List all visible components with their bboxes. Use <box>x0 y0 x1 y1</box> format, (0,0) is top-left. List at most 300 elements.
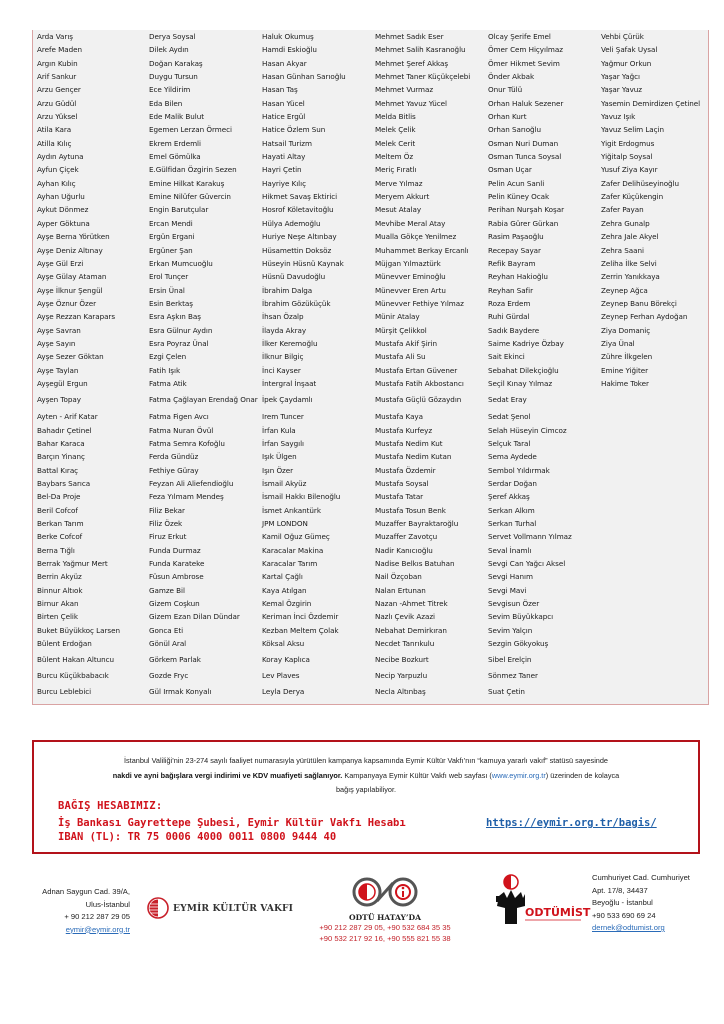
donor-name: Hasan Yücel <box>262 98 305 108</box>
donor-name: Burcu Küçükbabacık <box>37 671 109 681</box>
donor-name: Gamze Bil <box>149 585 185 595</box>
donor-name: Arzu Gençer <box>37 85 81 95</box>
donor-name: Derya Soysal <box>149 32 196 41</box>
donor-name: Ayhan Uğurlu <box>37 192 85 202</box>
donor-name: Saime Kadriye Özbay <box>488 338 564 348</box>
donor-name: Rasim Paşaoğlu <box>488 232 544 242</box>
donor-name: Mustafa Kurfeyz <box>375 425 433 435</box>
donor-name: Yaşar Yağcı <box>601 72 640 82</box>
donor-name: Yavuz Işık <box>601 112 636 122</box>
donor-name: Dilek Aydın <box>149 45 189 55</box>
donor-name: Arefe Maden <box>37 45 82 55</box>
odtumist-address-2: Apt. 17/8, 34437 <box>592 885 648 895</box>
donor-name: Binnur Altıok <box>37 585 83 595</box>
donor-name: Ziya Ünal <box>601 338 635 348</box>
donor-name: Emine Yiğiter <box>601 365 649 375</box>
donor-name: Nadise Belkıs Batuhan <box>375 559 455 569</box>
donation-bank-name: İş Bankası Gayrettepe Şubesi, Eymir Kültür Vakfı Hesabı <box>58 817 406 829</box>
donor-name: Mustafa Özdemir <box>375 465 436 475</box>
donor-name: Mustafa Ali Su <box>375 352 426 362</box>
donor-name: Nebahat Demirkıran <box>375 625 447 635</box>
donor-name: Fethiye Güray <box>149 465 199 475</box>
donor-name: Ruhi Gürdal <box>488 312 530 322</box>
donor-name: Serkan Alkım <box>488 505 535 515</box>
donor-name: Ömer Cem Hiçyılmaz <box>488 45 563 55</box>
donor-name: Hatice Özlem Sun <box>262 125 326 135</box>
donor-name: Argın Kubin <box>37 58 78 68</box>
info-line-3: bağış yapılabiliyor. <box>335 785 397 794</box>
donor-name: Olcay Şerife Emel <box>488 32 551 41</box>
donor-name: Muzaffer Zavotçu <box>375 532 438 542</box>
donor-name: Melda Bitlis <box>375 112 416 122</box>
donor-name: Barçın Yinanç <box>37 452 85 462</box>
donor-column <box>145 30 258 701</box>
donor-name: Zeynep Ağca <box>601 285 648 295</box>
donor-column <box>597 30 710 701</box>
donor-name: İsmail Akyüz <box>262 479 307 488</box>
donor-name: Gönül Aral <box>149 639 187 649</box>
donor-name: İsmet Arıkantürk <box>262 505 321 515</box>
donor-name: Ergün Ergani <box>149 232 195 242</box>
donor-name: Battal Kıraç <box>37 465 79 475</box>
donor-name: Ayşe Berna Yörütken <box>37 232 110 242</box>
donor-name: Yusuf Ziya Kayır <box>601 165 658 175</box>
donor-name: Hasan Taş <box>262 85 298 95</box>
donor-name: Rabia Gürer Gürkan <box>488 218 559 228</box>
donor-name: Berke Cofcof <box>37 532 83 542</box>
donor-name: Atila Kara <box>37 125 72 135</box>
donor-name: Zehra Gunalp <box>601 218 650 228</box>
donor-name: Irem Tuncer <box>262 412 304 422</box>
donor-name: İlknur Bilgiç <box>262 352 304 362</box>
eymir-address-1: Adnan Saygun Cad. 39/A, <box>42 887 130 896</box>
donor-column <box>484 30 597 701</box>
donor-name: Mehmet Sadık Eser <box>375 32 444 41</box>
donor-name: Zeynep Ferhan Aydoğan <box>601 312 688 322</box>
eymir-address-2: Ulus-İstanbul <box>85 899 130 909</box>
donor-names-grid <box>33 30 710 701</box>
donor-name: Bülent Hakan Altuncu <box>37 655 115 665</box>
donor-name: Aykut Dönmez <box>37 205 89 215</box>
eymir-website-link[interactable]: www.eymir.org.tr <box>491 770 546 780</box>
donor-name: Beril Cofcof <box>37 505 78 515</box>
donor-name: Berkan Tarım <box>37 519 84 529</box>
donor-name: Mustafa Soysal <box>375 479 429 488</box>
donor-name: Bahadır Çetinel <box>37 425 92 435</box>
donor-name: Selçuk Taral <box>488 438 531 448</box>
donor-name: Karacalar Makina <box>262 545 324 555</box>
donor-name: Osman Uçar <box>488 165 532 175</box>
donor-name: Serdar Doğan <box>488 479 537 488</box>
donor-name: Bülent Erdoğan <box>37 639 92 649</box>
odtumist-email-link[interactable]: dernek@odtumist.org <box>592 923 665 932</box>
donor-name: Ferda Gündüz <box>149 452 199 462</box>
odtu-hatay-phones-2: +90 532 217 92 16, +90 555 821 55 38 <box>319 934 451 943</box>
donor-name: Osman Nuri Duman <box>488 138 559 148</box>
donor-name: Kaya Atılgan <box>262 585 307 595</box>
eymir-phone: + 90 212 287 29 05 <box>64 912 130 921</box>
donor-name: Orhan Kurt <box>488 112 527 122</box>
donor-name: Işık Ülgen <box>262 452 297 462</box>
donor-name: Gozde Fryc <box>149 671 189 681</box>
donor-column <box>371 30 484 701</box>
donor-name: Gonca Eti <box>149 625 184 635</box>
donor-name: Refik Bayram <box>488 258 536 268</box>
donor-name: İrfan Saygılı <box>262 438 304 448</box>
donor-name: Berna Tığlı <box>37 545 75 555</box>
donor-name: Feyzan Ali Aliefendioğlu <box>149 479 234 488</box>
donor-name: Hamdi Eskioğlu <box>262 45 317 55</box>
donor-name: Mustafa Kaya <box>375 412 423 422</box>
donor-name: Selah Hüseyin Cimcoz <box>488 425 567 435</box>
donor-name: Mustafa Nedim Kutan <box>375 452 452 462</box>
donor-name: Haluk Okumuş <box>262 32 314 41</box>
donor-name: Perihan Nurşah Koşar <box>488 205 564 215</box>
donor-name: Ayşe Rezzan Karapars <box>37 312 116 322</box>
donor-name: Mehmet Salih Kasranoğlu <box>375 45 466 55</box>
donor-name: Sevgi Hanım <box>488 572 533 582</box>
eymir-email-link[interactable]: eymir@eymir.org.tr <box>65 924 130 934</box>
donor-name: Eda Bilen <box>149 98 183 108</box>
donor-name: Meryem Akkurt <box>375 192 430 202</box>
donor-name: Ziya Domaniç <box>601 325 651 335</box>
donor-name: Keriman İnci Özdemir <box>262 612 339 622</box>
donor-name: Sevim Büyükkapcı <box>488 612 554 622</box>
donor-name: Kartal Çağlı <box>262 572 303 582</box>
donor-name: Hatsail Turizm <box>262 138 312 148</box>
donor-name: Yağmur Orkun <box>601 58 652 68</box>
donor-name: Ayşen Topay <box>37 395 81 405</box>
donor-name: Meltem Öz <box>375 152 414 162</box>
donor-name: Zeliha İlke Selvi <box>601 258 657 268</box>
donor-name: Erkan Mumcuoğlu <box>149 258 213 268</box>
donor-name: Gizem Coşkun <box>149 599 200 609</box>
donor-name: Erol Tunçer <box>149 272 189 282</box>
donor-name: Ayşe Öznur Özer <box>37 298 96 308</box>
donor-name: Nail Özçoban <box>375 572 422 582</box>
donor-name: Münevver Eminoğlu <box>375 272 446 282</box>
donor-name: Yasemin Demirdizen Çetinel <box>601 98 701 108</box>
donor-name: Münir Atalay <box>375 312 420 322</box>
donor-name: Suat Çetin <box>488 687 525 697</box>
donor-name: Pelin Küney Ocak <box>488 192 550 202</box>
donor-name: Mustafa Güçlü Gözaydın <box>375 395 462 405</box>
donor-name: Ece Yildirim <box>149 85 191 95</box>
donor-name: Münevver Fethiye Yılmaz <box>375 298 464 308</box>
donor-name: Necip Yarpuzlu <box>375 671 428 681</box>
donor-name: Fatma Çağlayan Erendağ Onar <box>149 395 258 405</box>
donor-name: Arzu Yüksel <box>37 112 78 122</box>
donor-name: Mustafa Tatar <box>375 492 424 502</box>
info-line-2 <box>40 769 692 784</box>
odtumist-phone: +90 533 690 69 24 <box>592 910 656 920</box>
donor-name: Necla Altınbaş <box>375 687 426 697</box>
donor-name: Ayşe Sezer Göktan <box>37 352 104 362</box>
donor-name: Melek Çelik <box>375 125 416 135</box>
donor-name: İntergral İnşaat <box>262 378 317 388</box>
donor-name: Ersin Ünal <box>149 285 185 295</box>
donor-name: Münevver Eren Artu <box>375 285 446 295</box>
donor-name: Pelin Acun Sanli <box>488 178 545 188</box>
donor-name: Reyhan Hakioğlu <box>488 272 548 282</box>
donor-name: Muzaffer Bayraktaroğlu <box>375 519 459 529</box>
odtumist-contact <box>592 872 690 935</box>
donor-name: Mustafa Fatih Akbostancı <box>375 378 464 388</box>
donor-name: Reyhan Safir <box>488 285 533 295</box>
donor-name: Nalan Ertunan <box>375 585 426 595</box>
donor-name: Esra Gülnur Aydın <box>149 325 213 335</box>
donor-name: Görkem Parlak <box>149 655 201 665</box>
donor-name: JPM LONDON <box>262 519 308 529</box>
donor-name: Engin Barutçular <box>149 205 209 215</box>
donor-name: Hakime Toker <box>601 378 649 388</box>
donor-name: Hatice Ergül <box>262 112 306 122</box>
donor-name: Baybars Sarıca <box>37 479 91 488</box>
donor-name: Berrin Akyüz <box>37 572 82 582</box>
donor-name: Nadir Kanıcıoğlu <box>375 545 433 555</box>
donor-name: Orhan Haluk Sezener <box>488 98 564 108</box>
donor-name: Zafer Küçükengin <box>601 192 664 202</box>
donor-name: Ayfun Çiçek <box>37 165 79 175</box>
donor-name: Mürşit Çelikkol <box>375 325 427 335</box>
donor-name: Burcu Leblebici <box>37 687 92 697</box>
donor-name: Meriç Fıratlı <box>375 165 417 175</box>
donor-name: Muhammet Berkay Ercanlı <box>375 245 469 255</box>
donor-name: Funda Karateke <box>149 559 205 569</box>
donor-name: Mualla Gökçe Yenilmez <box>375 232 457 242</box>
donor-name: Gül Irmak Konyalı <box>149 687 212 697</box>
donor-column <box>258 30 371 701</box>
donor-name: Önder Akbak <box>488 72 535 82</box>
donor-name: Birnur Akan <box>37 599 79 609</box>
odtumist-logo-text: ODTÜMİST <box>525 906 591 919</box>
donor-name: Sevgi Mavi <box>488 585 527 595</box>
donation-iban: IBAN (TL): TR 75 0006 4000 0011 0800 9444 40 <box>58 831 337 843</box>
donor-name: Zafer Delihüseyinoğlu <box>601 178 680 188</box>
donor-name: Sevgi Can Yağcı Aksel <box>488 559 566 569</box>
donor-name: Ömer Hikmet Sevim <box>488 58 560 68</box>
donor-name: Ayşe Sayın <box>37 338 76 348</box>
donor-name: Aydın Aytuna <box>37 152 84 162</box>
donor-name: Filiz Bekar <box>149 505 185 515</box>
donor-name: Sebahat Dilekçioğlu <box>488 365 559 375</box>
donor-name: Ayper Göktuna <box>37 218 90 228</box>
donor-name: Birten Çelik <box>37 612 78 622</box>
donor-name: Egemen Lerzan Örmeci <box>149 125 232 135</box>
tax-info-box <box>32 740 700 854</box>
donor-name: Huriye Neşe Altınbay <box>262 232 337 242</box>
donor-name: Müjgan Yılmaztürk <box>375 258 441 268</box>
donor-name: Mevhibe Meral Atay <box>375 218 446 228</box>
donor-name: Mustafa Akif Şirin <box>375 338 438 348</box>
donor-name: Mehmet Taner Küçükçelebi <box>375 72 471 82</box>
donor-name: Ayşe Savran <box>37 325 81 335</box>
donor-name: Mesut Atalay <box>375 205 422 215</box>
donor-name: Ekrem Erdemli <box>149 138 201 148</box>
donor-name: Zeynep Banu Börekçi <box>601 298 677 308</box>
info-line-1: İstanbul Valiliği’nin 23-274 sayılı faaliyet numarasıyla yürütülen kampanya kapsamında Eymir Kültür Vakfı’nın “kamuya yararlı vakıf” statüsü sayesinde <box>124 756 608 765</box>
donor-name: Sedat Şenol <box>488 412 531 422</box>
donor-name: Berrak Yağmur Mert <box>37 559 108 569</box>
donor-name: Mustafa Nedim Kut <box>375 438 443 448</box>
donor-name: Esin Berktaş <box>149 298 193 308</box>
donor-name: Hasan Günhan Sarıoğlu <box>262 72 346 82</box>
donor-name: Melek Cerit <box>375 138 416 148</box>
donor-name: Mehmet Yavuz Yücel <box>375 98 447 108</box>
donor-name: Fatih Işık <box>149 365 181 375</box>
donor-name: Gizem Ezan Dilan Dündar <box>149 612 240 622</box>
donor-name: İrfan Kula <box>262 425 296 435</box>
donor-name: Ercan Mendi <box>149 218 193 228</box>
donor-name: Veli Şafak Uysal <box>601 45 658 55</box>
donor-name: Zerrin Yanıkkaya <box>601 272 660 282</box>
donor-name: Arda Varış <box>37 32 73 41</box>
donor-name: Servet Vollmann Yılmaz <box>488 532 572 542</box>
donor-name: Hasan Akyar <box>262 58 307 68</box>
donor-name: Sevgisun Özer <box>488 599 540 609</box>
donor-name: İbrahim Gözüküçük <box>262 298 331 308</box>
donor-name: E.Gülfidan Özgirin Sezen <box>149 165 237 175</box>
donor-name: Koray Kaplıca <box>262 655 310 665</box>
donor-name: Yigit Erdogmus <box>601 138 655 148</box>
donor-name: Sevim Yalçın <box>488 625 533 635</box>
donor-name: Hayri Çetin <box>262 165 302 175</box>
donor-name: Emine Nilüfer Güvercin <box>149 192 231 202</box>
donor-name: Zafer Payan <box>601 205 644 215</box>
donor-name: Sezgin Gökyokuş <box>488 639 549 649</box>
donor-name: Necdet Tanrıkulu <box>375 639 435 649</box>
donor-name: Firuz Erkut <box>149 532 187 542</box>
donor-name: Hülya Ademoğlu <box>262 218 321 228</box>
donor-name: Sema Aydede <box>488 452 537 462</box>
donor-name: Osman Tunca Soysal <box>488 152 562 162</box>
donor-name: Atilla Kılıç <box>37 138 72 148</box>
donor-name: Onur Tülü <box>488 85 523 95</box>
donor-name: Ezgi Çelen <box>149 352 187 362</box>
info-bold-statement: nakdi ve ayni bağışlara vergi indirimi ve KDV muafiyeti sağlanıyor. <box>112 770 343 780</box>
donor-name: Hikmet Savaş Ektirici <box>262 192 338 202</box>
donor-name: Hüseyin Hüsnü Kaynak <box>262 258 344 268</box>
donor-name: Seçil Kınay Yılmaz <box>488 378 553 388</box>
donor-name: Lev Plaves <box>262 671 300 681</box>
donor-name: Funda Durmaz <box>149 545 201 555</box>
donor-name: Hayriye Kılıç <box>262 178 306 188</box>
donor-name: Hüsamettin Doksöz <box>262 245 332 255</box>
donor-name: Recepay Sayar <box>488 245 541 255</box>
donor-name: Arif Sankur <box>37 72 77 82</box>
donor-name: Esra Aşkın Baş <box>149 312 201 322</box>
donor-name: İlker Keremoğlu <box>262 338 318 348</box>
donor-name: Nazan -Ahmet Titrek <box>375 599 448 609</box>
donor-name: Ayhan Kılıç <box>37 178 76 188</box>
donor-name: Sönmez Taner <box>488 671 538 681</box>
donor-name: Yavuz Selim Laçin <box>601 125 664 135</box>
donor-name: İbrahim Dalga <box>262 285 313 295</box>
donor-name: Duygu Tursun <box>149 72 198 82</box>
donor-name: İpek Çaydamlı <box>262 395 313 405</box>
tax-info-text <box>40 754 692 798</box>
donor-name: Mehmet Vurmaz <box>375 85 434 95</box>
info-line-2-post: ) üzerinden de kolayca <box>545 770 620 780</box>
donation-url-link[interactable]: https://eymir.org.tr/bagis/ <box>486 817 657 829</box>
eymir-logo-icon <box>147 897 169 919</box>
donor-name: Zehra Jale Akyel <box>601 232 659 242</box>
donor-name: İhsan Özalp <box>262 312 304 322</box>
donor-name: Ayşe Taylan <box>37 365 79 375</box>
donor-name: Vehbi Çürük <box>601 32 644 41</box>
donor-name: İlayda Akray <box>262 325 307 335</box>
donor-name: Orhan Sarıoğlu <box>488 125 542 135</box>
donor-name: Buket Büyükkoç Larsen <box>37 625 120 635</box>
donor-name: Esra Poyraz Ünal <box>149 338 209 348</box>
donor-name: Zühre İlkgelen <box>601 352 653 362</box>
donor-name: Ede Malik Bulut <box>149 112 204 122</box>
donor-names-panel <box>32 30 709 705</box>
odtu-hatay-logo-icon <box>350 876 420 908</box>
donor-name: Ayşe Gülay Ataman <box>37 272 107 282</box>
donor-name: Ayşe Gül Erzi <box>37 258 84 268</box>
donor-name: Yiğitalp Soysal <box>601 152 653 162</box>
odtu-hatay-block <box>300 876 470 944</box>
donor-name: Şeref Akkaş <box>488 492 530 502</box>
donor-name: Hosrof Köletavitoğlu <box>262 205 334 215</box>
odtumist-address-1: Cumhuriyet Cad. Cumhuriyet <box>592 873 690 882</box>
donor-name: Roza Erdem <box>488 298 531 308</box>
donor-name: Köksal Aksu <box>262 639 305 649</box>
donor-name: Emine Hilkat Karakuş <box>149 178 225 188</box>
donor-name: Ayşe Deniz Altınay <box>37 245 103 255</box>
donor-name: Fatma Nuran Övül <box>149 425 214 435</box>
info-line-2-pre: Kampanyaya Eymir Kültür Vakfı web sayfası ( <box>342 770 492 780</box>
donor-name: Arzu Güdül <box>37 98 77 108</box>
eymir-logo <box>147 897 293 919</box>
donor-name: Hüsnü Davudoğlu <box>262 272 326 282</box>
donor-name: Füsun Ambrose <box>149 572 204 582</box>
donor-name: Bel-Da Proje <box>37 492 81 502</box>
donor-name: Fatma Figen Avcı <box>149 412 209 422</box>
donor-name: Kemal Özgirin <box>262 599 312 609</box>
donor-name: Emel Gömülka <box>149 152 201 162</box>
donor-name: Fatma Atik <box>149 378 187 388</box>
donor-name: Sedat Eray <box>488 395 527 405</box>
donor-name: Mustafa Tosun Benk <box>375 505 446 515</box>
donor-name: İnci Kayser <box>262 365 301 375</box>
odtu-hatay-logo-text: ODTÜ HATAY’DA <box>348 913 422 922</box>
odtumist-address-3: Beyoğlu - İstanbul <box>592 898 653 907</box>
donor-name: Ayten - Arif Katar <box>37 412 98 422</box>
donor-name: Nazlı Çevik Azazi <box>375 612 435 622</box>
donor-name: Necibe Bozkurt <box>375 655 429 665</box>
donor-name: Serkan Turhal <box>488 519 537 529</box>
donor-name: Mehmet Şeref Akkaş <box>375 58 449 68</box>
donor-name: Işın Özer <box>262 465 294 475</box>
donor-name: Bahar Karaca <box>37 438 85 448</box>
donor-name: Sembol Yıldırmak <box>488 465 550 475</box>
donor-name: Ayşe İlknur Şengül <box>37 285 103 295</box>
donor-name: Yaşar Yavuz <box>601 85 643 95</box>
eymir-logo-text: EYMİR KÜLTÜR VAKFI <box>173 902 294 914</box>
donor-name: Filiz Özek <box>149 519 183 529</box>
odtu-hatay-phones-1: +90 212 287 29 05, +90 532 684 35 35 <box>319 923 451 932</box>
donor-name: Zehra Saani <box>601 245 644 255</box>
donor-name: Ergüner Şan <box>149 245 193 255</box>
donor-name: Feza Yılmam Mendeş <box>149 492 224 502</box>
donor-name: Merve Yılmaz <box>375 178 423 188</box>
odtumist-logo <box>495 872 591 932</box>
odtumist-logo-icon <box>495 872 591 928</box>
donor-name: Sibel Erelçin <box>488 655 532 665</box>
donor-name: Kezban Meltem Çolak <box>262 625 339 635</box>
